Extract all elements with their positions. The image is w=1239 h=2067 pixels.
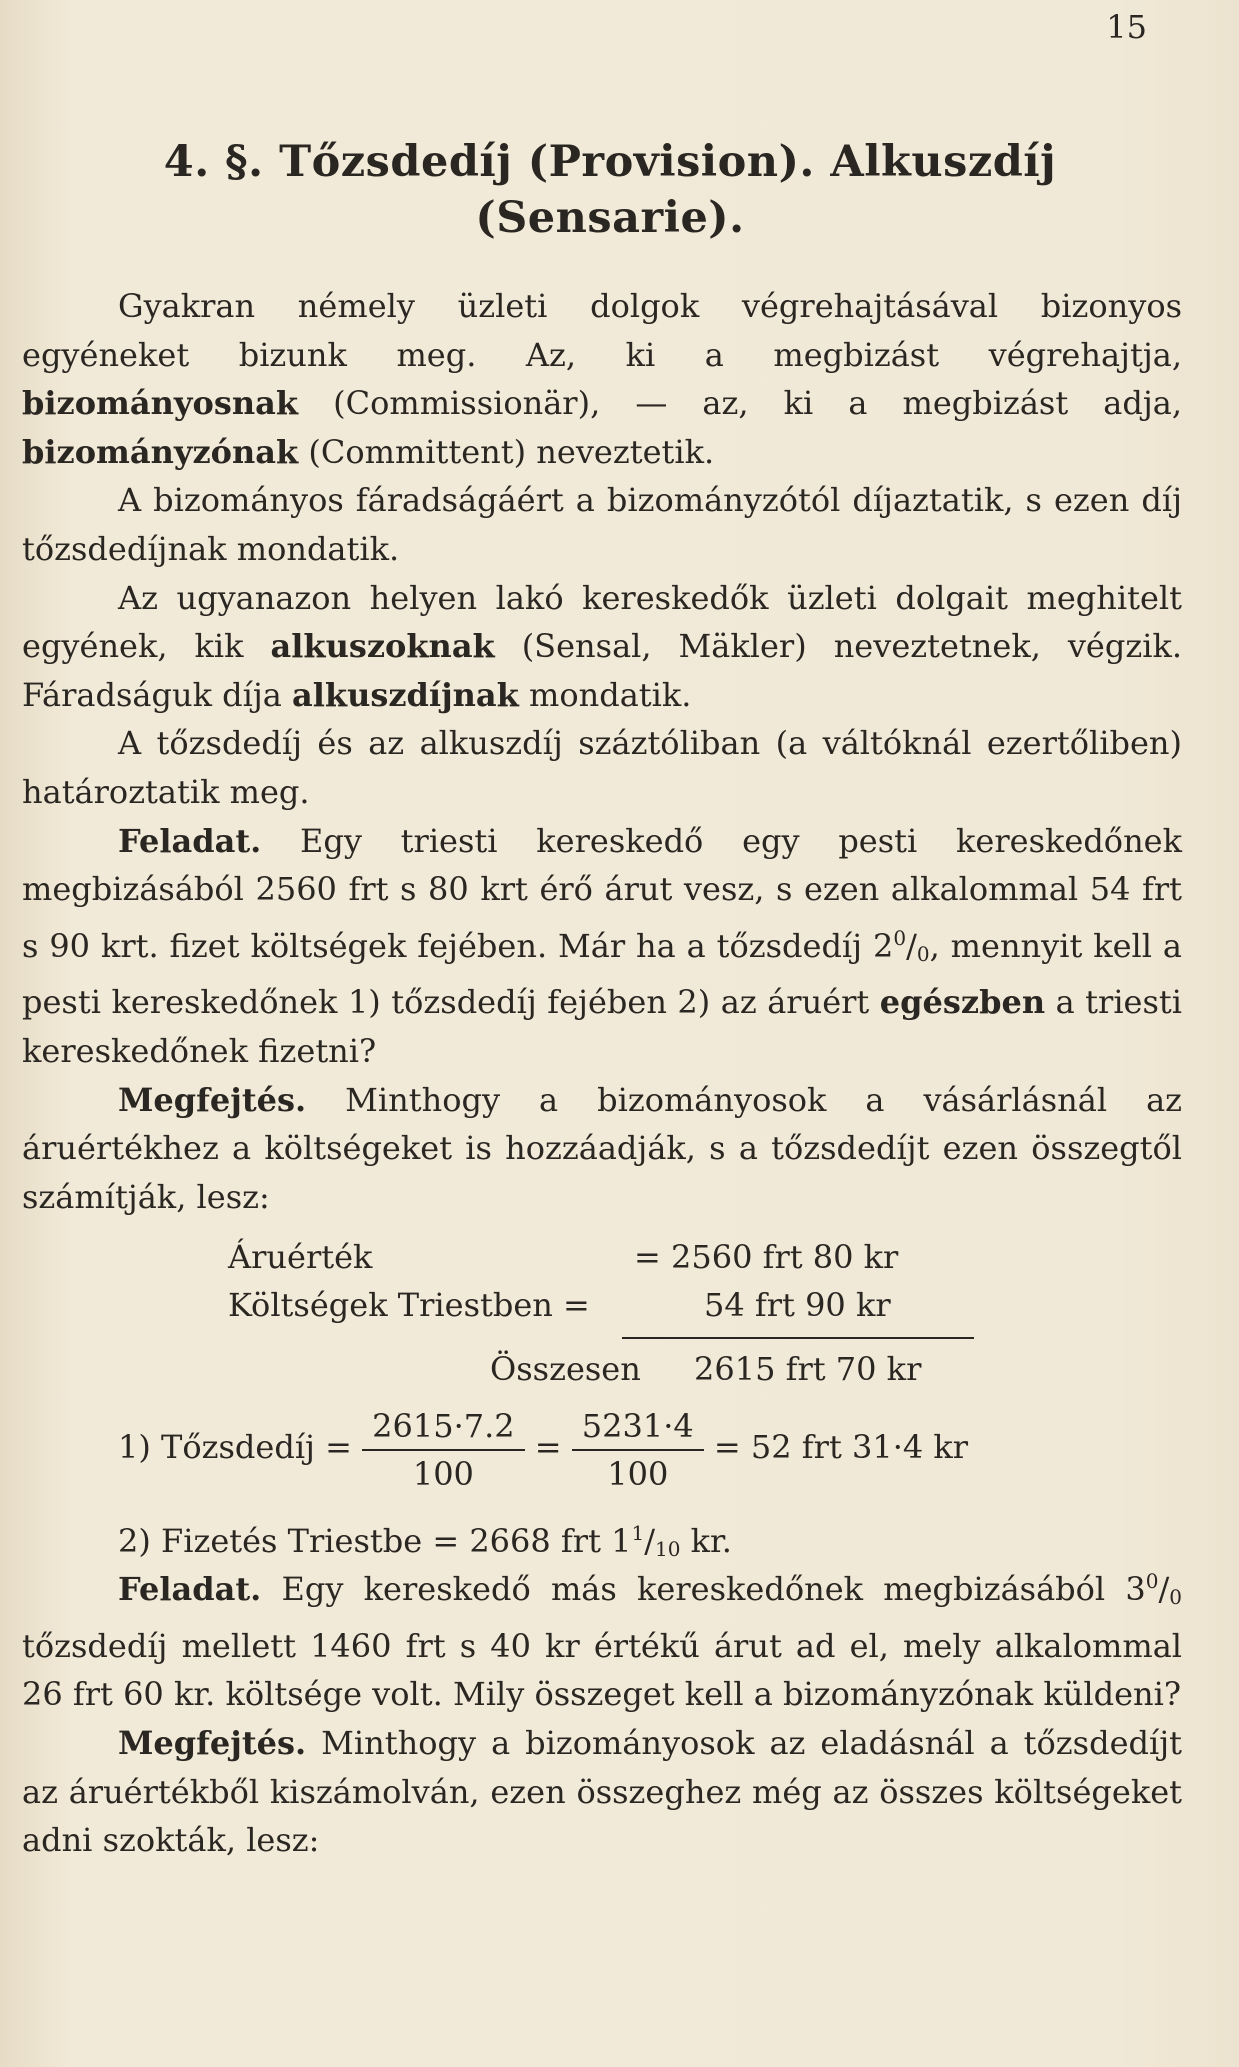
heading-line-1: 4. §. Tőzsdedíj (Provision). Alkuszdíj	[163, 137, 1057, 187]
term-alkuszdij: alkuszdíjnak	[292, 675, 519, 714]
text-run: a triesti kereskedőnek fizetni?	[22, 983, 1183, 1070]
formula-result: = 52 frt 31·4 kr	[713, 1428, 969, 1467]
percent-slash: /	[906, 926, 917, 965]
fraction-1-denominator: 100	[412, 1454, 474, 1493]
exercise-1	[22, 817, 1182, 1076]
paragraph-tozsdedij: A bizományos fáradságáért a bizományzótól díjaztatik, s ezen díj tőzsdedíjnak mondatik.	[22, 481, 1182, 568]
paragraph-alkusz	[22, 574, 1182, 720]
text-run: (Sensal, Mäkler) neveztetnek, végzik. Fáradságuk díja	[22, 627, 1183, 714]
fraction-bottom: 10	[654, 1537, 681, 1562]
calc-value-osszesen: 2615 frt 70 kr	[694, 1350, 922, 1389]
fraction-top: 1	[631, 1521, 645, 1546]
sum-rule	[622, 1337, 974, 1339]
text-run: tőzsdedíj mellett 1460 frt s 40 kr értékű árut ad el, mely alkalommal 26 frt 60 kr. költsége volt. Mily összeget kell a bizományzónak küldeni?	[22, 1626, 1182, 1714]
page-body	[22, 282, 1182, 1865]
fraction-1-numerator: 2615·7.2	[362, 1403, 525, 1451]
text-run: Az ugyanazon helyen lakó kereskedők üzleti dolgait meghitelt egyének, kik	[22, 578, 1182, 666]
percent-top: 0	[1145, 1569, 1159, 1594]
payment-line	[118, 1509, 732, 1574]
text-run: mondatik.	[518, 675, 692, 714]
fraction-2-numerator: 5231·4	[572, 1403, 704, 1451]
exercise-label: Feladat.	[118, 1570, 262, 1609]
term-bizomanyzo: bizományzónak	[22, 432, 299, 471]
percent-top: 0	[893, 925, 907, 950]
text-run: Gyakran némely üzleti dolgok végrehajtásával bizonyos egyéneket bizunk meg. Az, ki a megbizást végrehajtja,	[22, 287, 1182, 374]
calc-label-osszesen: Összesen	[490, 1350, 641, 1389]
section-heading	[80, 134, 1140, 246]
exercise-label: Feladat.	[118, 821, 262, 860]
percent-slash: /	[1158, 1570, 1170, 1609]
page-number: 15	[1106, 8, 1147, 46]
text-run: (Commissionär), — az, ki a megbizást adja,	[298, 384, 1182, 423]
heading-line-2: (Sensarie).	[475, 193, 745, 243]
paragraph-rates: A tőzsdedíj és az alkuszdíj száztóliban (a váltóknál ezertőliben) határoztatik meg.	[22, 724, 1182, 811]
paragraph-definitions	[22, 282, 1182, 476]
exercise-2	[22, 1557, 1182, 1719]
term-bizomanyos: bizományosnak	[22, 384, 299, 423]
solution-2	[22, 1719, 1182, 1865]
fraction-1	[362, 1403, 525, 1497]
text-run: kr.	[680, 1522, 732, 1561]
percent-bottom: 0	[1169, 1585, 1182, 1610]
calc-label-aruertek: Áruérték	[228, 1238, 373, 1277]
text-run: Minthogy a bizományosok az eladásnál a tőzsdedíjt az áruértékből kiszámolván, ezen összeghez még az összes költségeket adni szokták, lesz:	[22, 1724, 1182, 1860]
formula-label: 1) Tőzsdedíj =	[118, 1428, 352, 1467]
text-run: Minthogy a bizományosok a vásárlásnál az áruértékhez a költségeket is hozzáadják, s a tőzsdedíjt ezen összegtől számítják, lesz:	[22, 1080, 1182, 1216]
solution-label: Megfejtés.	[118, 1080, 307, 1119]
solution-label: Megfejtés.	[118, 1724, 307, 1763]
text-run: (Committent) neveztetik.	[298, 432, 715, 471]
term-egeszben: egészben	[879, 983, 1046, 1022]
formula-equals: =	[534, 1428, 562, 1467]
calc-value-aruertek: = 2560 frt 80 kr	[634, 1238, 899, 1277]
text-run: Egy kereskedő más kereskedőnek megbizásából 3	[261, 1570, 1146, 1609]
fee-formula	[118, 1401, 968, 1497]
fraction-slash: /	[644, 1522, 655, 1561]
calculation-block	[22, 1221, 1182, 1562]
text-run: 2) Fizetés Triestbe = 2668 frt 1	[118, 1522, 632, 1561]
fraction-2-denominator: 100	[607, 1454, 669, 1493]
text-run: Egy triesti kereskedő egy pesti kereskedőnek megbizásából 2560 frt s 80 krt érő árut vesz, s ezen alkalommal 54 frt s 90 krt. fizet költségek fejében. Már ha a tőzsdedíj 2	[22, 821, 1182, 965]
calc-value-koltsegek: 54 frt 90 kr	[704, 1286, 891, 1325]
solution-1	[22, 1076, 1182, 1222]
text-run: , mennyit kell a pesti kereskedőnek 1) tőzsdedíj fejében 2) az áruért	[22, 926, 1183, 1022]
term-alkusz: alkuszoknak	[270, 627, 495, 666]
fraction-2	[572, 1403, 704, 1497]
percent-bottom: 0	[916, 941, 930, 966]
calc-label-koltsegek: Költségek Triestben =	[228, 1286, 590, 1325]
